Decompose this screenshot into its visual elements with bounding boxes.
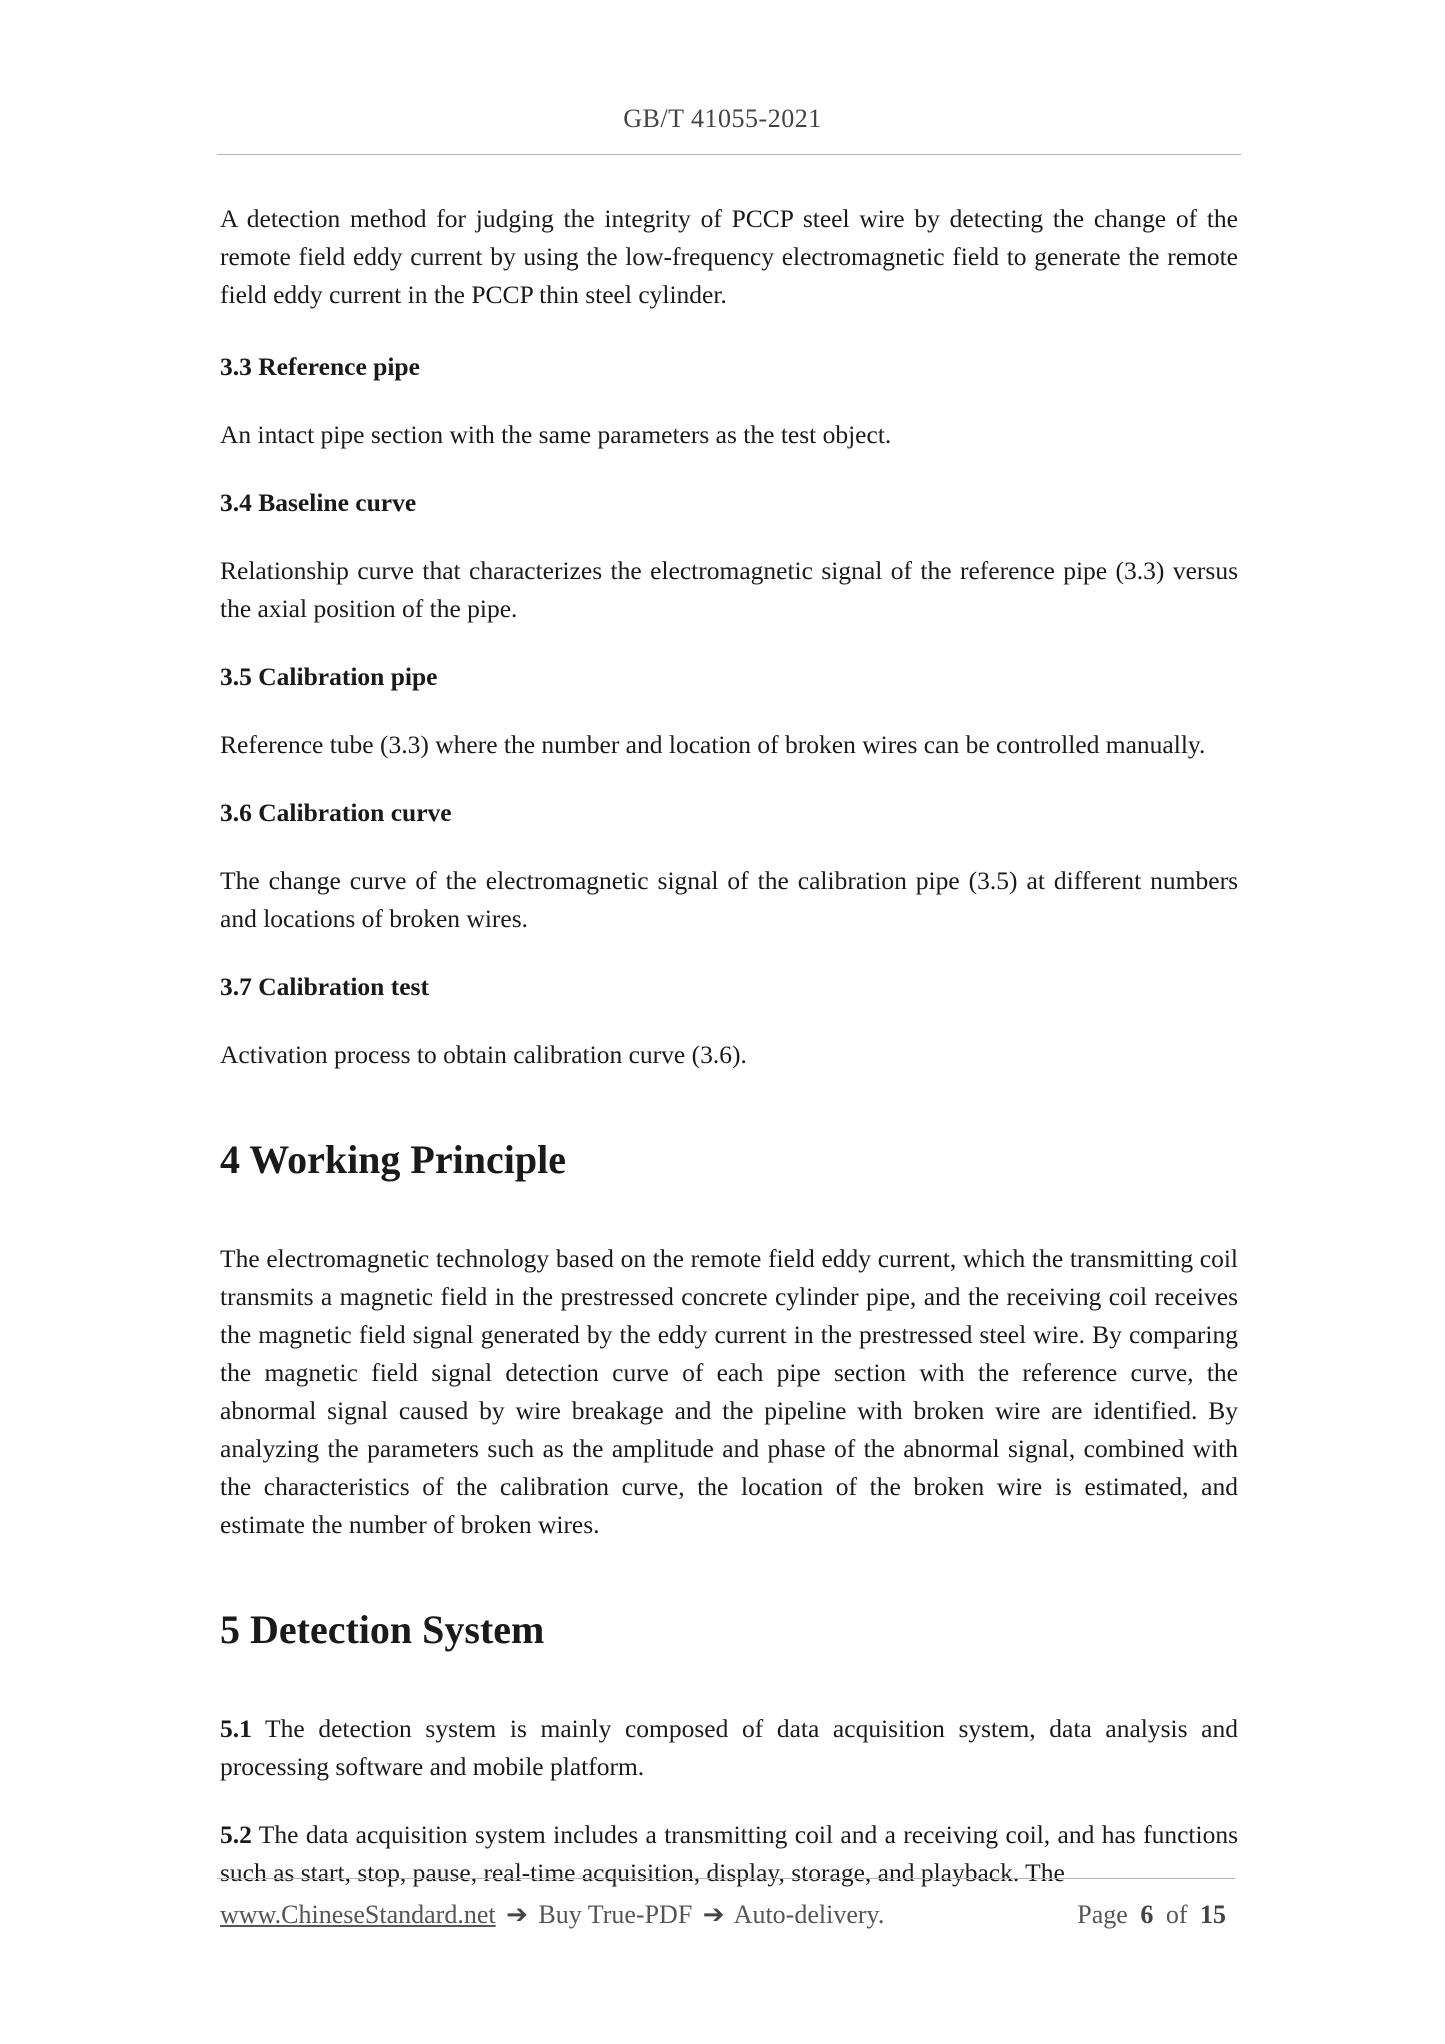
total-page-count: 15 bbox=[1200, 1900, 1226, 1929]
term-heading-calibration-curve: 3.6 Calibration curve bbox=[220, 798, 452, 827]
header-divider bbox=[217, 154, 1241, 155]
footer-purchase-line bbox=[220, 1896, 884, 1934]
term-heading-calibration-pipe: 3.5 Calibration pipe bbox=[220, 662, 438, 691]
term-definition-calibration-pipe: Reference tube (3.3) where the number and location of broken wires can be controlled manually. bbox=[220, 730, 1206, 759]
intro-paragraph: A detection method for judging the integrity of PCCP steel wire by detecting the change of the remote field eddy current by using the low-frequency electromagnetic field to generate the remote field eddy current in the PCCP thin steel cylinder. bbox=[220, 204, 1238, 309]
term-definition-reference-pipe: An intact pipe section with the same parameters as the test object. bbox=[220, 420, 892, 449]
page-label: Page bbox=[1077, 1900, 1128, 1929]
auto-delivery-text: Auto-delivery. bbox=[733, 1900, 885, 1929]
website-link[interactable]: www.ChineseStandard.net bbox=[220, 1900, 496, 1929]
section-heading-working-principle: 4 Working Principle bbox=[220, 1137, 566, 1182]
page-content bbox=[220, 200, 1238, 1892]
of-label: of bbox=[1165, 1900, 1188, 1929]
term-heading-baseline-curve: 3.4 Baseline curve bbox=[220, 488, 417, 517]
arrow-right-icon: ➔ bbox=[702, 1900, 725, 1929]
clause-number: 5.1 bbox=[220, 1714, 252, 1743]
clause-number: 5.2 bbox=[220, 1820, 252, 1849]
page-indicator bbox=[1077, 1896, 1232, 1934]
clause-text: The detection system is mainly composed of data acquisition system, data analysis and processing software and mobile platform. bbox=[220, 1714, 1238, 1781]
term-definition-calibration-test: Activation process to obtain calibration curve (3.6). bbox=[220, 1040, 747, 1069]
term-definition-baseline-curve: Relationship curve that characterizes the electromagnetic signal of the reference pipe (3.3) versus the axial position of the pipe. bbox=[220, 556, 1238, 623]
working-principle-paragraph: The electromagnetic technology based on the remote field eddy current, which the transmitting coil transmits a magnetic field in the prestressed concrete cylinder pipe, and the receiving coil receives the magnetic field signal generated by the eddy current in the prestressed steel wire. By comparing the magnetic field signal detection curve of each pipe section with the reference curve, the abnormal signal caused by wire breakage and the pipeline with broken wire are identified. By analyzing the parameters such as the amplitude and phase of the abnormal signal, combined with the characteristics of the calibration curve, the location of the broken wire is estimated, and estimate the number of broken wires. bbox=[220, 1244, 1238, 1539]
section-heading-detection-system: 5 Detection System bbox=[220, 1607, 545, 1652]
clause-text: The data acquisition system includes a transmitting coil and a receiving coil, and has functions such as start, stop, pause, real-time acquisition, display, storage, and playback. The bbox=[220, 1820, 1238, 1887]
term-definition-calibration-curve: The change curve of the electromagnetic signal of the calibration pipe (3.5) at different numbers and locations of broken wires. bbox=[220, 866, 1238, 933]
clause-5-2 bbox=[220, 1816, 1238, 1892]
footer-divider bbox=[217, 1878, 1235, 1879]
term-heading-reference-pipe: 3.3 Reference pipe bbox=[220, 352, 420, 381]
page-footer bbox=[220, 1896, 1232, 1934]
clause-5-1 bbox=[220, 1710, 1238, 1786]
arrow-right-icon: ➔ bbox=[506, 1900, 528, 1929]
document-code-header: GB/T 41055-2021 bbox=[623, 104, 822, 133]
current-page-number: 6 bbox=[1140, 1900, 1154, 1929]
term-heading-calibration-test: 3.7 Calibration test bbox=[220, 972, 429, 1001]
buy-true-pdf-text: Buy True-PDF bbox=[538, 1900, 693, 1929]
